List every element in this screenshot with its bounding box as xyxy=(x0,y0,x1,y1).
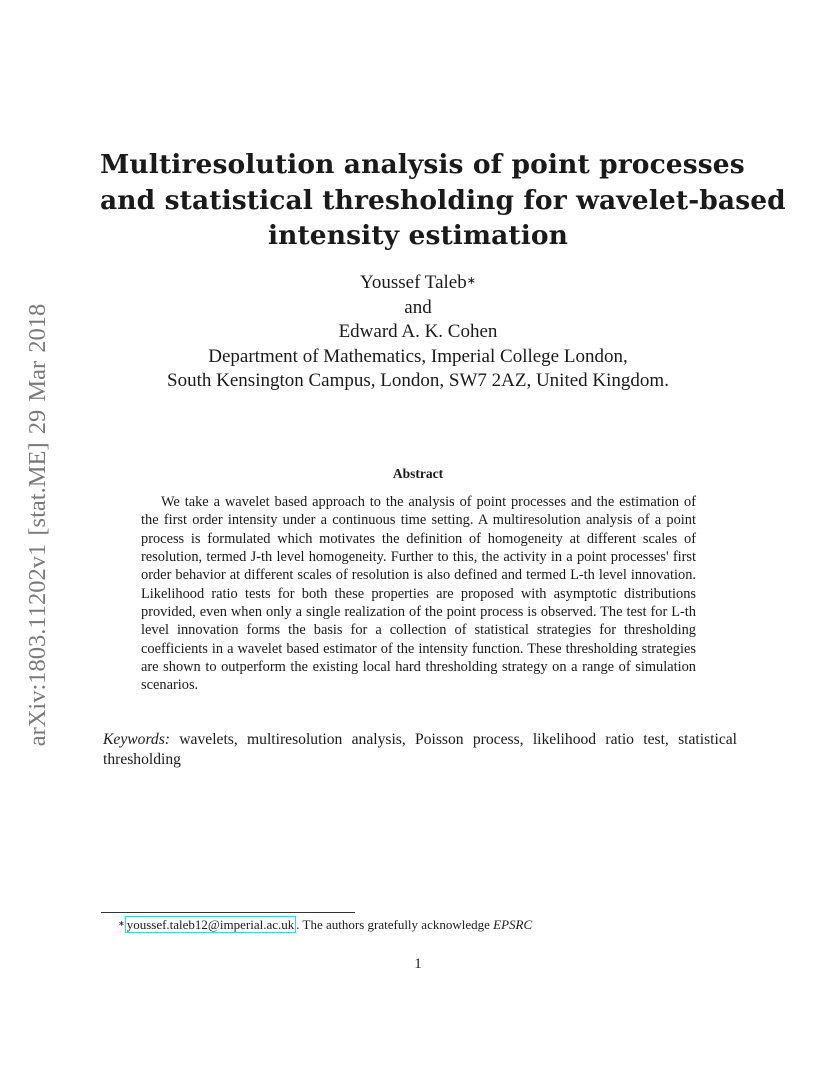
footnote xyxy=(118,916,532,933)
abstract-text: We take a wavelet based approach to the analysis of point processes and the estimation of the first order intensity under a continuous time setting. A multiresolution analysis of a point process is formulated which motivates the definition of homogeneity at different scales of resolution, termed J-th level homogeneity. Further to this, the activity in a point processes' first order behavior at different scales of resolution is also defined and termed L-th level innovation. Likelihood ratio tests for both these properties are proposed with asymptotic distributions provided, even when only a single realization of the point process is observed. The test for L-th level innovation forms the basis for a collection of statistical strategies for thresholding coefficients in a wavelet based estimator of the intensity function. These thresholding strategies are shown to outperform the existing local hard thresholding strategy on a range of simulation scenarios. xyxy=(141,494,696,694)
title-line-3: intensity estimation xyxy=(267,220,569,251)
title-line-2: and statistical thresholding for wavelet-based xyxy=(100,184,786,216)
footnote-acknowledgement: . The authors gratefully acknowledge xyxy=(296,917,494,932)
author-block xyxy=(100,271,736,394)
author-2-name: Edward A. K. Cohen xyxy=(338,321,498,342)
affiliation-line-1: Department of Mathematics, Imperial College London, xyxy=(208,345,628,367)
page-number: 1 xyxy=(414,956,422,972)
author-1 xyxy=(100,271,736,296)
keywords-text: wavelets, multiresolution analysis, Poisson process, likelihood ratio test, statistical thresholding xyxy=(103,731,737,768)
footnote-mark: ∗ xyxy=(118,919,125,928)
affiliation-line-2: South Kensington Campus, London, SW7 2AZ, United Kingdom. xyxy=(167,370,669,391)
footnote-funder: EPSRC xyxy=(493,917,533,932)
footnote-divider xyxy=(101,912,355,913)
keywords-label: Keywords: xyxy=(103,731,170,748)
keywords xyxy=(103,730,737,770)
paper-title xyxy=(100,147,786,254)
author-conjunction: and xyxy=(404,296,432,318)
author-email-link[interactable]: youssef.taleb12@imperial.ac.uk xyxy=(126,917,295,932)
arxiv-identifier-stamp: arXiv:1803.11202v1 [stat.ME] 29 Mar 2018 xyxy=(24,303,51,747)
title-line-1: Multiresolution analysis of point processes xyxy=(100,149,745,180)
author-1-name: Youssef Taleb xyxy=(360,272,467,293)
author-1-footnote-mark: ∗ xyxy=(466,275,476,287)
abstract-heading: Abstract xyxy=(392,466,444,481)
